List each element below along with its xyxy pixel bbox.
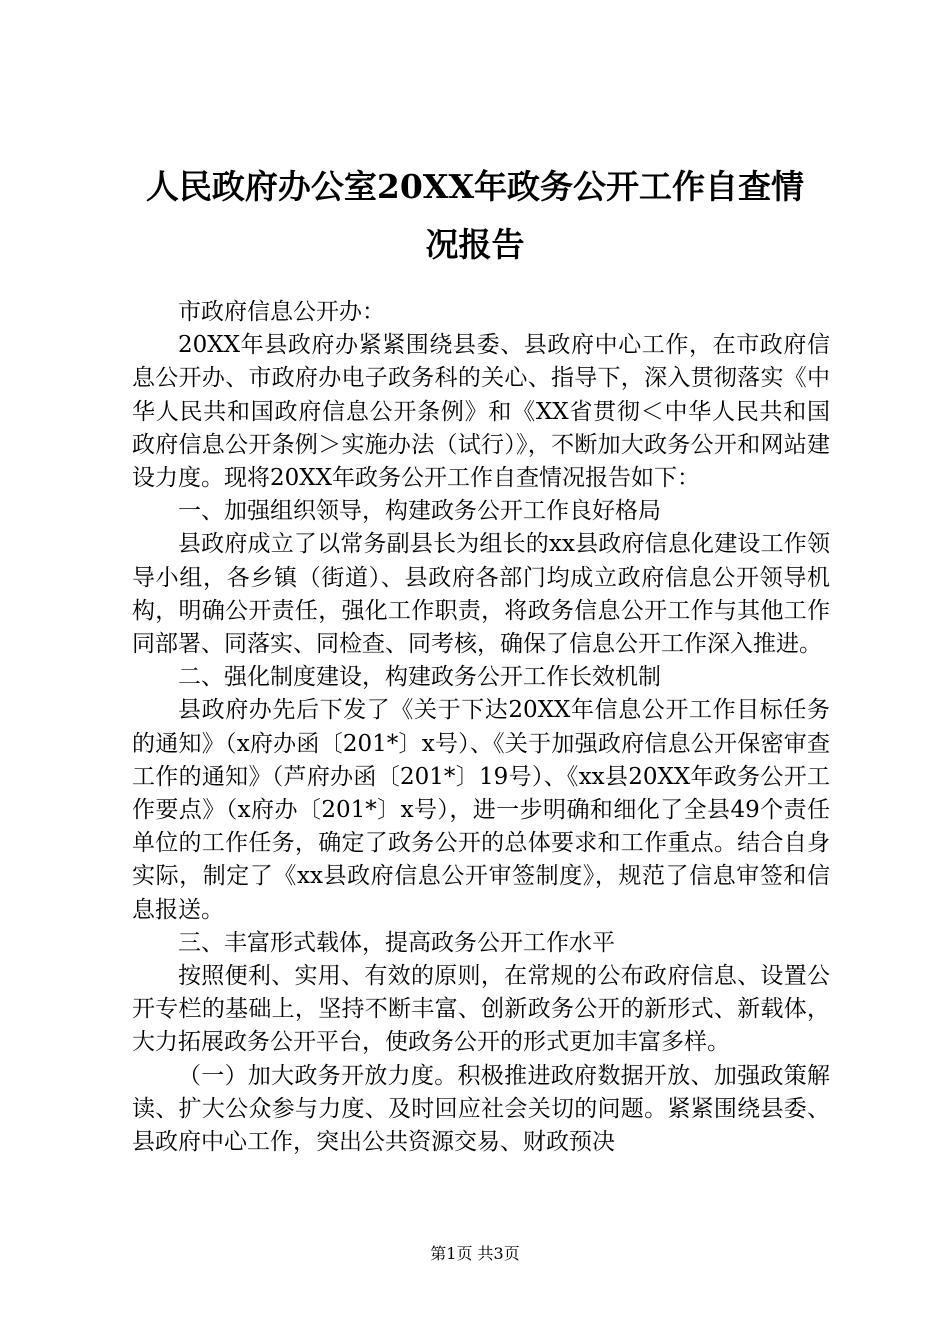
title-line-1: 人民政府办公室20XX年政务公开工作自查情 bbox=[145, 167, 805, 206]
paragraph-section-2: 县政府办先后下发了《关于下达20XX年信息公开工作目标任务的通知》（x府办函〔201*〕x号）、《关于加强政府信息公开保密审查工作的通知》（芦府办函〔201*〕19号）、《xx县20XX年政务公开工作要点》（x府办〔201*〕x号），进一步明确和细化了全县49个责任单位的工作任务，确定了政务公开的总体要求和工作重点。结合自身实际，制定了《xx县政府信息公开审签制度》，规范了信息审签和信息报送。 bbox=[132, 697, 830, 923]
salutation: 市政府信息公开办： bbox=[178, 299, 385, 325]
section-heading-1: 一、加强组织领导，构建政务公开工作良好格局 bbox=[178, 498, 661, 525]
paragraph-section-3: 按照便利、实用、有效的原则，在常规的公布政府信息、设置公开专栏的基础上，坚持不断丰富、创新政务公开的新形式、新载体，大力拓展政务公开平台，使政务公开的形式更加丰富多样。 bbox=[132, 963, 830, 1056]
title-line-2: 况报告 bbox=[425, 225, 525, 264]
page-number: 第1页 共3页 bbox=[430, 1244, 520, 1263]
paragraph-intro: 20XX年县政府办紧紧围绕县委、县政府中心工作，在市政府信息公开办、市政府办电子政务科的关心、指导下，深入贯彻落实《中华人民共和国政府信息公开条例》和《XX省贯彻＜中华人民共和国政府信息公开条例＞实施办法（试行）》，不断加大政务公开和网站建设力度。现将20XX年政务公开工作自查情况报告如下： bbox=[132, 332, 830, 492]
page-footer bbox=[0, 1244, 950, 1264]
document-title bbox=[120, 158, 830, 274]
section-heading-3: 三、丰富形式载体，提高政务公开工作水平 bbox=[178, 929, 615, 956]
paragraph-subsection-1: （一）加大政务开放力度。积极推进政府数据开放、加强政策解读、扩大公众参与力度、及时回应社会关切的问题。紧紧围绕县委、县政府中心工作，突出公共资源交易、财政预决 bbox=[132, 1062, 830, 1156]
paragraph-section-1: 县政府成立了以常务副县长为组长的xx县政府信息化建设工作领导小组，各乡镇（街道）、县政府各部门均成立政府信息公开领导机构，明确公开责任，强化工作职责，将政务信息公开工作与其他工作同部署、同落实、同检查、同考核，确保了信息公开工作深入推进。 bbox=[132, 531, 830, 658]
section-heading-2: 二、强化制度建设，构建政务公开工作长效机制 bbox=[178, 664, 661, 691]
document-body bbox=[132, 296, 830, 1159]
